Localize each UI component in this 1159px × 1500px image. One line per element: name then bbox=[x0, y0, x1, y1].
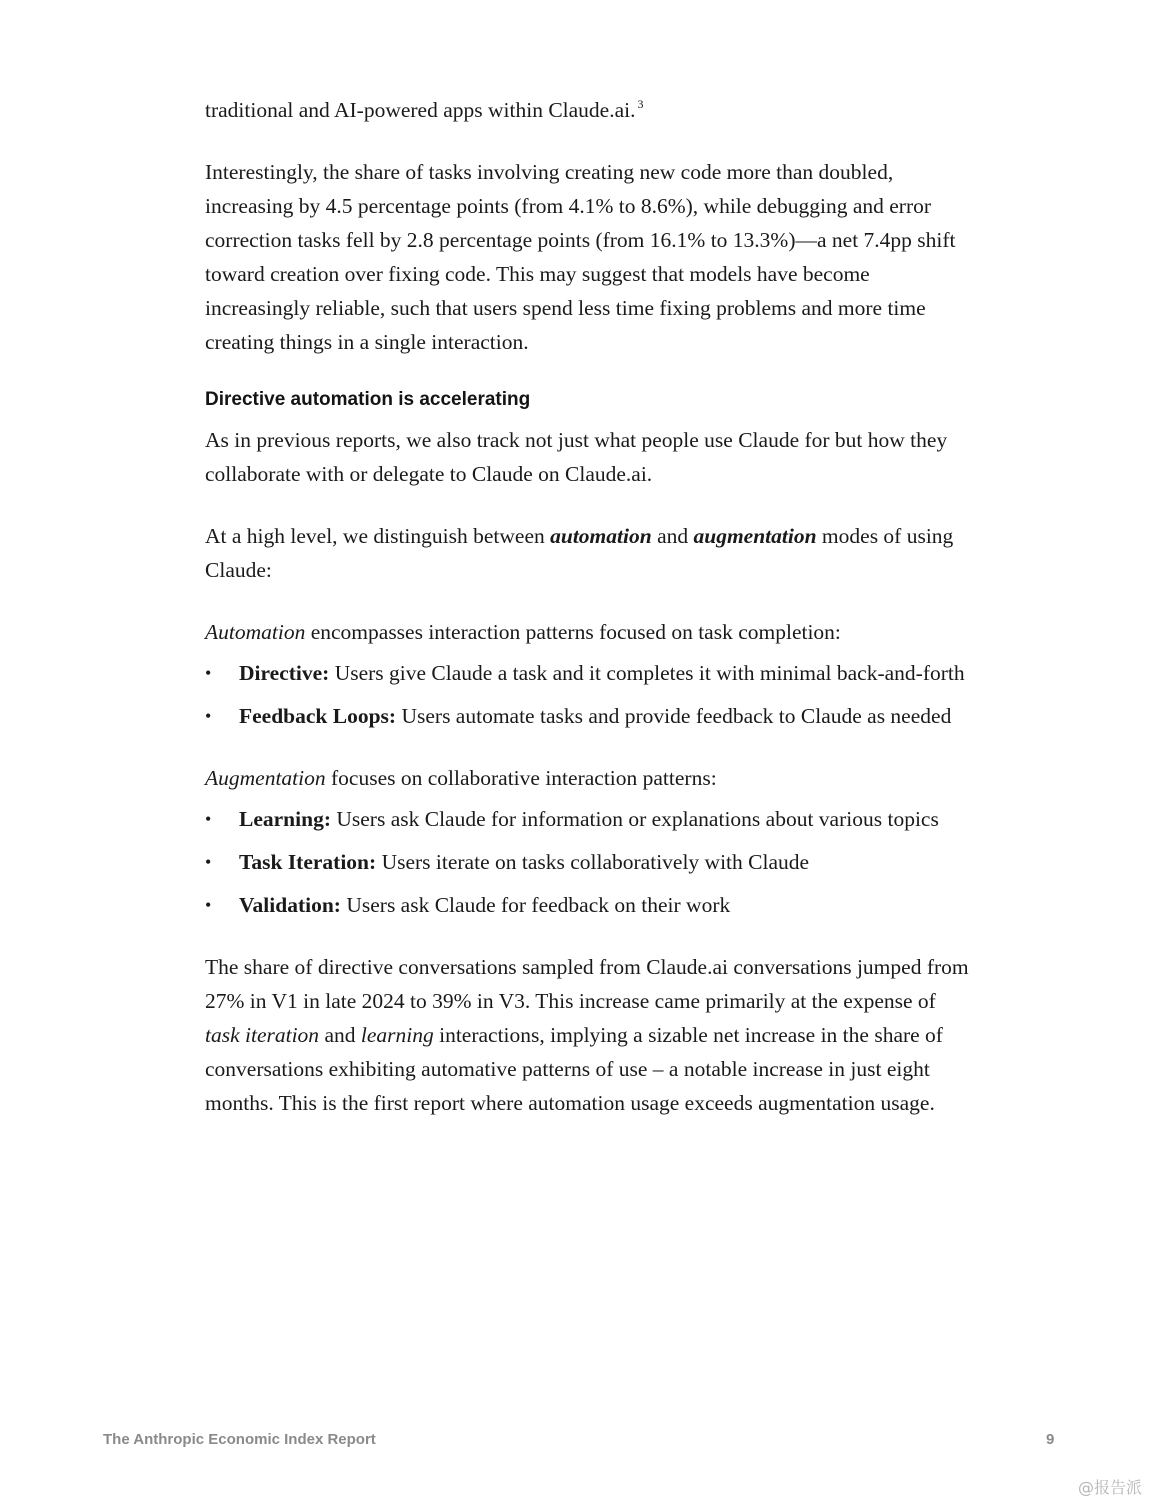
list-item bbox=[205, 888, 975, 922]
automation-list bbox=[205, 656, 975, 733]
modes-text-e: modes of using Claude: bbox=[205, 524, 954, 582]
footnote-marker[interactable]: 3 bbox=[637, 97, 644, 111]
task-iteration-term: task iteration bbox=[205, 1023, 320, 1047]
augmentation-intro-term: Augmentation bbox=[205, 766, 326, 790]
list-item-label: Directive: bbox=[239, 661, 330, 685]
automation-term: automation bbox=[550, 524, 652, 548]
automation-intro-term: Automation bbox=[205, 620, 306, 644]
list-item-label: Task Iteration: bbox=[239, 850, 377, 874]
automation-intro-rest: encompasses interaction patterns focused on task completion: bbox=[305, 620, 841, 644]
list-item-text: Users ask Claude for feedback on their work bbox=[340, 893, 731, 917]
paragraph-code-creation: Interestingly, the share of tasks involving creating new code more than doubled, increasing by 4.5 percentage points (from 4.1% to 8.6%), while debugging and error correction tasks fell by 2.8 percentage points (from 16.1% to 13.3%)—a net 7.4pp shift toward creation over fixing code. This may suggest that models have become increasingly reliable, such that users spend less time fixing problems and more time creating things in a single interaction. bbox=[205, 160, 956, 354]
list-item bbox=[205, 656, 975, 690]
report-body bbox=[205, 93, 975, 1148]
list-item-label: Learning: bbox=[239, 807, 331, 831]
bullet-icon: • bbox=[205, 809, 212, 829]
paragraph-collaboration: As in previous reports, we also track not just what people use Claude for but how they collaborate with or delegate to Claude on Claude.ai. bbox=[205, 428, 948, 486]
automation-intro bbox=[205, 615, 975, 649]
augmentation-intro bbox=[205, 761, 975, 795]
augmentation-list bbox=[205, 802, 975, 922]
paragraph-apps-text: traditional and AI-powered apps within Claude.ai. bbox=[205, 98, 636, 122]
learning-term: learning bbox=[360, 1023, 434, 1047]
paragraph-modes bbox=[205, 519, 975, 587]
footer-report-title: The Anthropic Economic Index Report bbox=[103, 1431, 376, 1448]
modes-text-c: and bbox=[651, 524, 694, 548]
augmentation-intro-rest: focuses on collaborative interaction patterns: bbox=[325, 766, 717, 790]
bullet-icon: • bbox=[205, 706, 212, 726]
list-item bbox=[205, 699, 975, 733]
list-item bbox=[205, 845, 975, 879]
list-item-text: Users ask Claude for information or explanations about various topics bbox=[330, 807, 939, 831]
list-item-label: Validation: bbox=[239, 893, 341, 917]
list-item-text: Users iterate on tasks collaboratively with Claude bbox=[376, 850, 810, 874]
page-number: 9 bbox=[1046, 1431, 1055, 1448]
list-item-text: Users automate tasks and provide feedback to Claude as needed bbox=[396, 704, 952, 728]
share-text-e: interactions, implying a sizable net increase in the share of conversations exhibiting automative patterns of use – a notable increase in just eight months. This is the first report where automation usage exceeds augmentation usage. bbox=[205, 1023, 943, 1115]
bullet-icon: • bbox=[205, 895, 212, 915]
list-item-label: Feedback Loops: bbox=[239, 704, 397, 728]
share-text-c: and bbox=[319, 1023, 361, 1047]
watermark: @报告派 bbox=[1078, 1478, 1143, 1497]
section-heading: Directive automation is accelerating bbox=[205, 389, 531, 410]
augmentation-term: augmentation bbox=[693, 524, 817, 548]
paragraph-apps bbox=[205, 93, 975, 127]
share-text-a: The share of directive conversations sampled from Claude.ai conversations jumped from 27% in V1 in late 2024 to 39% in V3. This increase came primarily at the expense of bbox=[205, 955, 969, 1013]
bullet-icon: • bbox=[205, 663, 212, 683]
modes-text-a: At a high level, we distinguish between bbox=[205, 524, 551, 548]
bullet-icon: • bbox=[205, 852, 212, 872]
paragraph-directive-share bbox=[205, 950, 975, 1120]
list-item bbox=[205, 802, 975, 836]
list-item-text: Users give Claude a task and it completes it with minimal back-and-forth bbox=[329, 661, 965, 685]
